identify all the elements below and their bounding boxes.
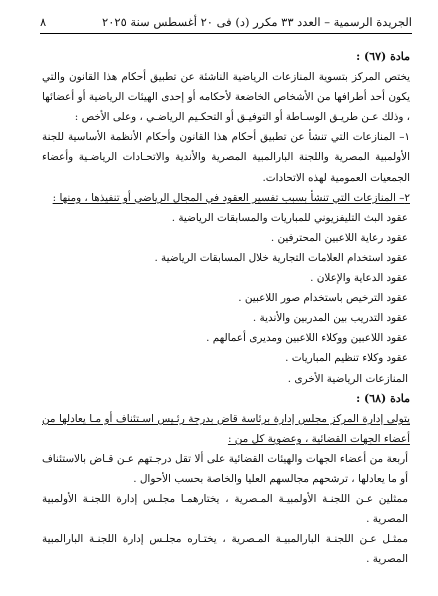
list-item: عقود الدعاية والإعلان . — [310, 272, 408, 285]
header-divider — [40, 33, 412, 34]
list-item: المنازعات الرياضية الأخرى . — [287, 372, 408, 385]
list-item: عقود الترخيص باستخدام صور اللاعبين . — [238, 292, 408, 305]
header-title: الجريدة الرسمية – العدد ٣٣ مكرر (د) فى ٢٠ أغسطس سنة ٢٠٢٥ — [102, 15, 412, 29]
list-item: ممثـل عـن اللجنـة البارالمبيـة المـصرية ، يختـاره مجلـس إدارة اللجنـة البارالمبية المصرية . — [42, 533, 408, 566]
document-body — [42, 47, 410, 569]
article-68-heading: مادة (٦٨) : — [356, 391, 410, 405]
article-67-clause-2: ٢– المنازعات التي تنشأ بسبب تفسير العقود في المجال الرياضي أو تنفيذها ، ومنها : — [52, 191, 410, 204]
contracts-list — [42, 208, 410, 389]
article-67-clause-1: ١– المنازعات التي تنشأ عن تطبيق أحكام هذا القانون وأحكام الأنظمة الأساسية للجنة الأولمبية المصرية واللجنة البارالمبية المصرية والأندية والاتحـادات الرياضـية وأعضاء الجمعيات العمومية لهذه الاتحادات. — [42, 131, 410, 184]
page-header — [40, 14, 412, 30]
list-item: عقود اللاعبين ووكلاء اللاعبين ومديرى أعمالهم . — [206, 332, 408, 345]
article-68-intro: يتولى إدارة المركز مجلس إدارة برئاسة قاض بدرجة رئـيس اسـتئناف أو مـا يعادلها من أعضاء الجهات القضائية ، وعضوية كل من : — [42, 412, 410, 445]
board-members-list — [42, 449, 410, 570]
page-number: ٨ — [40, 15, 47, 29]
list-item: ممثلين عـن اللجنـة الأولمبيـة المـصرية ، يختارهمـا مجلـس إدارة اللجنـة الأولمبية المصرية . — [42, 493, 408, 526]
list-item: عقود استخدام العلامات التجارية خلال المسابقات الرياضية . — [154, 251, 408, 264]
article-67-intro: يختص المركز بتسوية المنازعات الرياضية الناشئة عن تطبيق أحكام هذا القانون والتي يكون أحد أطرافها من الأشخاص الخاضعة لأحكامه أو إحدى الهيئات الرياضية أو أعضائها ، وذلك عـن طريـق الوسـاطة أو التوفيـق أو التحكـيم الرياضـي ، وعلى الأخص : — [42, 71, 410, 124]
list-item: عقود التدريب بين المدربين والأندية . — [252, 312, 408, 325]
list-item: أربعة من أعضاء الجهات والهيئات القضائية على ألا تقل درجـتهم عـن قـاض بالاستئناف أو ما يعادلها ، ترشحهم مجالسهم العليا والخاصة بحسب الأحوال . — [42, 452, 408, 485]
article-67-heading: مادة (٦٧) : — [356, 50, 410, 63]
list-item: عقود رعاية اللاعبين المحترفين . — [270, 231, 408, 244]
list-item: عقود وكلاء تنظيم المباريات . — [285, 352, 408, 365]
list-item: عقود البث التليفزيوني للمباريات والمسابقات الرياضية . — [171, 211, 408, 224]
